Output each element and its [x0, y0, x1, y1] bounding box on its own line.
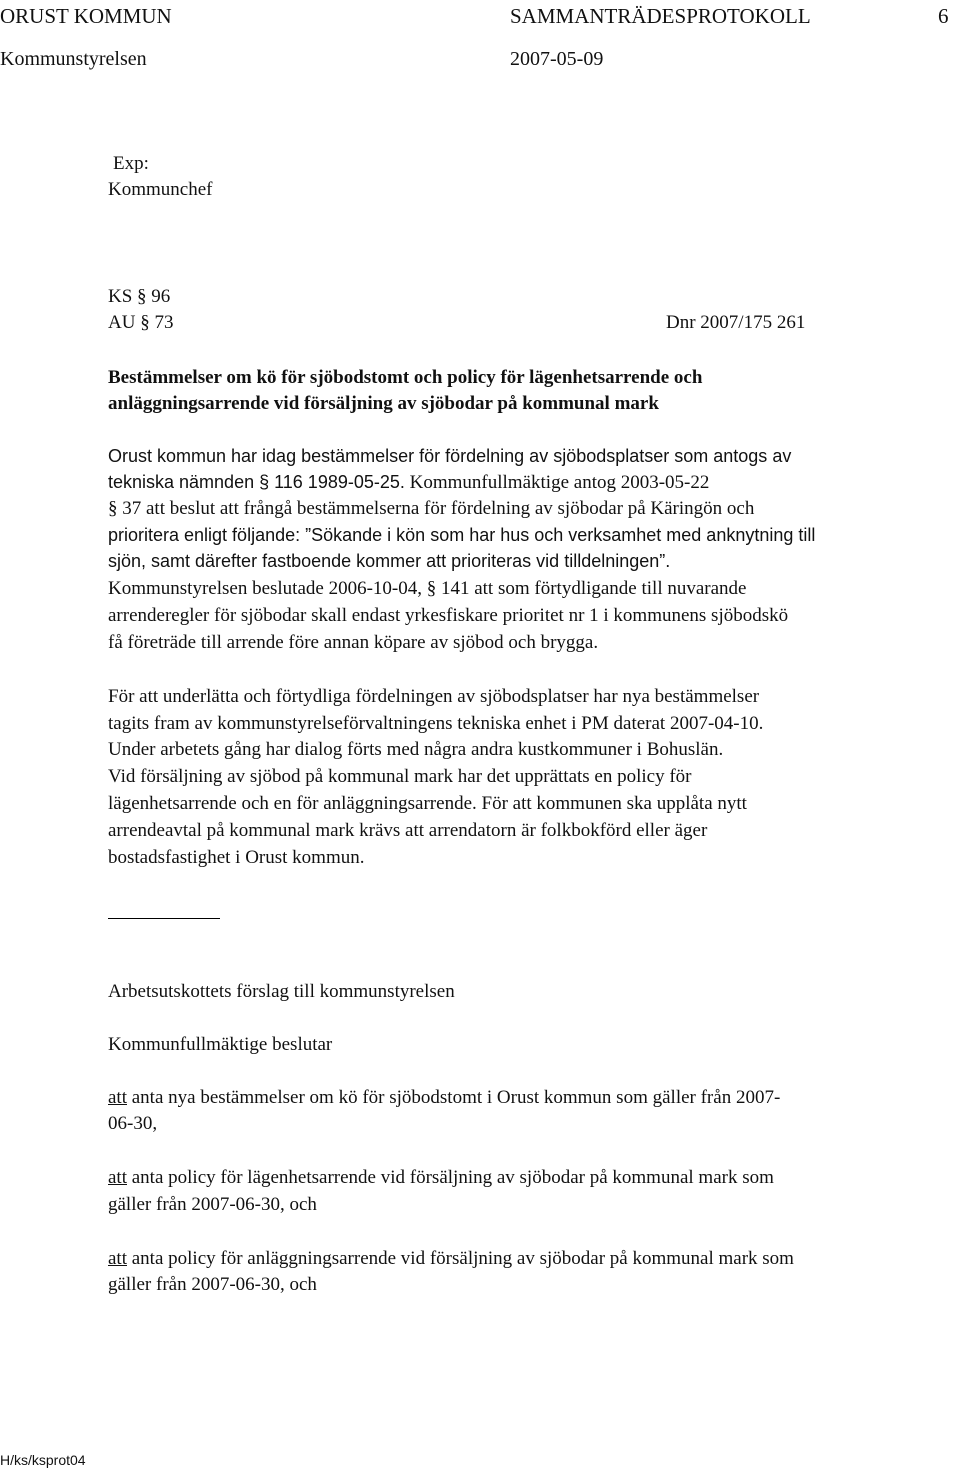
title-line: anläggningsarrende vid försäljning av sjöbodar på kommunal mark: [108, 393, 659, 414]
paragraph1-line: Kommunstyrelsen beslutade 2006-10-04, § 141 att som förtydligande till nuvarande: [108, 578, 747, 599]
ref-ks: KS § 96: [108, 286, 171, 307]
ref-dnr: Dnr 2007/175 261: [666, 312, 806, 333]
header-date: 2007-05-09: [510, 48, 604, 70]
header-doc-type: SAMMANTRÄDESPROTOKOLL: [510, 4, 811, 28]
decision-item-line: [108, 1085, 780, 1111]
att-keyword: att: [108, 1248, 127, 1269]
title-line: Bestämmelser om kö för sjöbodstomt och policy för lägenhetsarrende och: [108, 367, 703, 388]
paragraph1-line: arrenderegler för sjöbodar skall endast yrkesfiskare prioritet nr 1 i kommunens sjöbodskö: [108, 605, 789, 626]
paragraph2-line: Vid försäljning av sjöbod på kommunal mark har det upprättats en policy för: [108, 766, 692, 787]
decision-item-line: gäller från 2007-06-30, och: [108, 1194, 317, 1215]
decision-item-line: [108, 1165, 774, 1191]
footer-path: H/ks/ksprot04: [0, 1452, 86, 1468]
paragraph1-line: Orust kommun har idag bestämmelser för fördelning av sjöbodsplatser som antogs av: [108, 446, 792, 466]
paragraph1-line: § 37 att beslut att frångå bestämmelserna för fördelning av sjöbodar på Käringön och: [108, 498, 755, 519]
paragraph1-line: sjön, samt därefter fastboende kommer att prioriteras vid tilldelningen”.: [108, 551, 671, 571]
decision-item-line: gäller från 2007-06-30, och: [108, 1274, 317, 1295]
paragraph2-line: För att underlätta och förtydliga fördelningen av sjöbodsplatser har nya bestämmelser: [108, 686, 760, 707]
paragraph2-line: Under arbetets gång har dialog förts med några andra kustkommuner i Bohuslän.: [108, 739, 724, 760]
decision-text: anta policy för lägenhetsarrende vid försäljning av sjöbodar på kommunal mark som: [127, 1167, 774, 1188]
paragraph1-fragment: tekniska nämnden § 116 1989-05-25.: [108, 472, 405, 492]
decision-item-line: [108, 1246, 794, 1272]
decision-text: anta nya bestämmelser om kö för sjöbodstomt i Orust kommun som gäller från 2007-: [127, 1087, 781, 1108]
paragraph1-line: prioritera enligt följande: ”Sökande i kön som har hus och verksamhet med anknytning till: [108, 525, 816, 545]
proposal-heading: Arbetsutskottets förslag till kommunstyrelsen: [108, 981, 455, 1002]
header-page-number: 6: [938, 4, 949, 28]
ref-au: AU § 73: [108, 312, 174, 333]
paragraph2-line: lägenhetsarrende och en för anläggningsarrende. För att kommunen ska upplåta nytt: [108, 793, 747, 814]
header-org: ORUST KOMMUN: [0, 4, 172, 28]
decision-item-line: 06-30,: [108, 1113, 158, 1134]
att-keyword: att: [108, 1167, 127, 1188]
header-body: Kommunstyrelsen: [0, 48, 147, 70]
paragraph1-line: [108, 469, 709, 496]
paragraph1-fragment: Kommunfullmäktige antog 2003-05-22: [404, 472, 710, 493]
exp-recipient: Kommunchef: [108, 179, 213, 200]
proposal-subheading: Kommunfullmäktige beslutar: [108, 1034, 333, 1055]
paragraph2-line: arrendeavtal på kommunal mark krävs att arrendatorn är folkbokförd eller äger: [108, 820, 708, 841]
paragraph2-line: bostadsfastighet i Orust kommun.: [108, 847, 365, 868]
exp-label: Exp:: [113, 153, 149, 174]
separator-line: [108, 918, 220, 919]
paragraph2-line: tagits fram av kommunstyrelseförvaltningens tekniska enhet i PM daterat 2007-04-10.: [108, 713, 764, 734]
paragraph1-line: få företräde till arrende före annan köpare av sjöbod och brygga.: [108, 632, 599, 653]
att-keyword: att: [108, 1087, 127, 1108]
decision-text: anta policy för anläggningsarrende vid försäljning av sjöbodar på kommunal mark som: [127, 1248, 794, 1269]
